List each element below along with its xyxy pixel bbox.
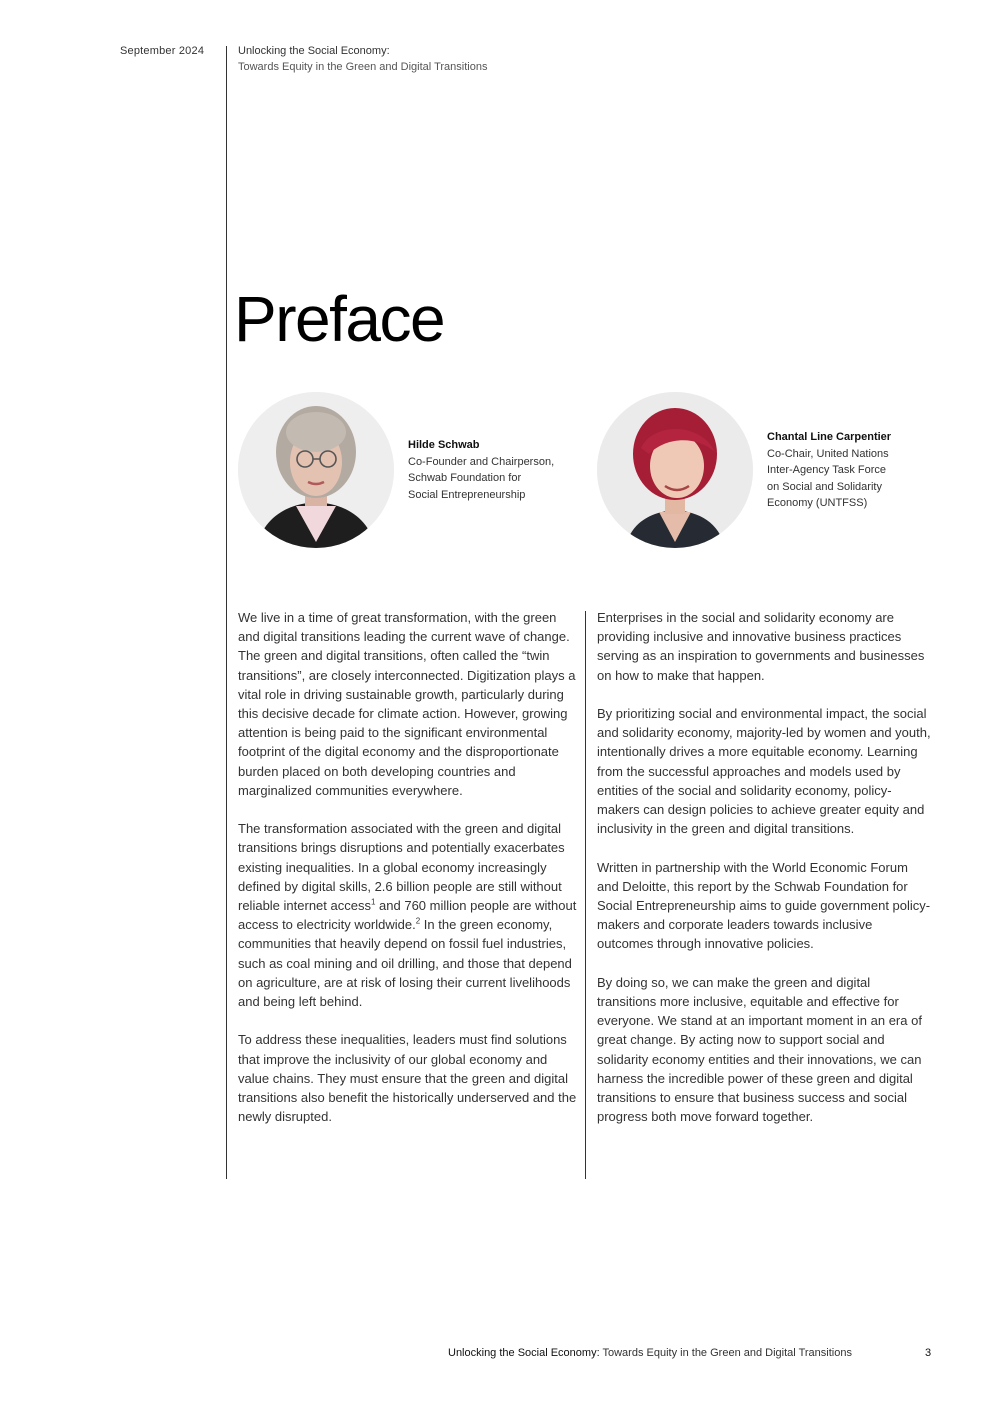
person-caption-hilde: [408, 437, 578, 503]
person-role-line: Inter-Agency Task Force: [767, 464, 887, 476]
body-column-left: [238, 608, 578, 1146]
person-role-line: Social Entrepreneurship: [408, 488, 526, 501]
person-name: Chantal Line Carpentier: [767, 431, 892, 443]
paragraph: [238, 819, 578, 1011]
column-divider: [585, 611, 586, 1179]
text-run: and 760 million people are without access to electricity worldwide.: [238, 898, 577, 933]
left-rule: [226, 46, 227, 1179]
person-caption-chantal: [767, 429, 927, 512]
person-silhouette-icon: [597, 392, 753, 548]
footnote-ref-2[interactable]: 2: [415, 916, 421, 926]
paragraph: Enterprises in the social and solidarity economy are providing inclusive and innovative business practices serving as an inspiration to governments and businesses on how to make that happen.: [597, 610, 925, 683]
portrait-hilde-schwab: [238, 392, 394, 548]
paragraph: To address these inequalities, leaders must find solutions that improve the inclusivity of our global economy and value chains. They must ensure that the green and digital transitions also benefit the historically underserved and the newly disrupted.: [238, 1032, 577, 1125]
paragraph: By doing so, we can make the green and digital transitions more inclusive, equitable and effective for everyone. We stand at an important moment in an era of great change. By acting now to support social and solidarity economy entities and their innovations, we can harness the incredible power of these green and digital transitions to ensure that business success and social progress both move forward together.: [597, 974, 922, 1125]
person-name: Hilde Schwab: [408, 439, 480, 451]
footer-title-main: Unlocking the Social Economy:: [448, 1347, 600, 1359]
footer-title: [448, 1347, 852, 1359]
person-role-line: Economy (UNTFSS): [767, 497, 868, 509]
person-silhouette-icon: [238, 392, 394, 548]
person-role-line: Co-Chair, United Nations: [767, 447, 889, 460]
header-date: September 2024: [120, 45, 205, 57]
portrait-chantal-line-carpentier: [597, 392, 753, 548]
body-column-right: [597, 608, 932, 1146]
person-role-line: Schwab Foundation for: [408, 472, 522, 484]
text-run: The transformation associated with the green and digital transitions brings disruptions and potentially exacerbates existing inequalities. In a global economy increasingly defined by digital skills, 2.6 billion people are still without reliable internet access: [238, 821, 565, 914]
header-title: Unlocking the Social Economy:: [238, 45, 390, 57]
footer-title-sub: Towards Equity in the Green and Digital Transitions: [599, 1347, 852, 1359]
page-title: Preface: [234, 283, 445, 355]
header-subtitle: Towards Equity in the Green and Digital Transitions: [238, 61, 488, 73]
person-role-line: on Social and Solidarity: [767, 480, 882, 493]
person-role-line: Co-Founder and Chairperson,: [408, 455, 555, 468]
paragraph: Written in partnership with the World Economic Forum and Deloitte, this report by the Schwab Foundation for Social Entrepreneurship aims to guide government policy-makers and corporate leaders towards inclusive outcomes through innovative policies.: [597, 859, 931, 952]
footnote-ref-1[interactable]: 1: [370, 897, 376, 907]
text-run: In the green economy, communities that heavily depend on fossil fuel industries, such as coal mining and oil drilling, and those that depend on agriculture, are at risk of losing their current livelihoods and being left behind.: [238, 917, 572, 1010]
paragraph: By prioritizing social and environmental impact, the social and solidarity economy, majority-led by women and youth, intentionally drives a more equitable economy. Learning from the successful approaches and models used by entities of the social and solidarity economy, policy-makers can design policies to achieve greater equity and inclusivity in the green and digital transitions.: [597, 706, 931, 837]
page-number: 3: [925, 1347, 932, 1359]
paragraph: We live in a time of great transformation, with the green and digital transitions leading the current wave of change. The green and digital transitions, often called the “twin transitions”, are closely interconnected. Digitization plays a vital role in driving sustainable growth, particularly during this decisive decade for climate action. However, growing attention is being paid to the significant environmental footprint of the digital economy and the disproportionate burden placed on both developing countries and marginalized communities everywhere.: [238, 610, 576, 798]
